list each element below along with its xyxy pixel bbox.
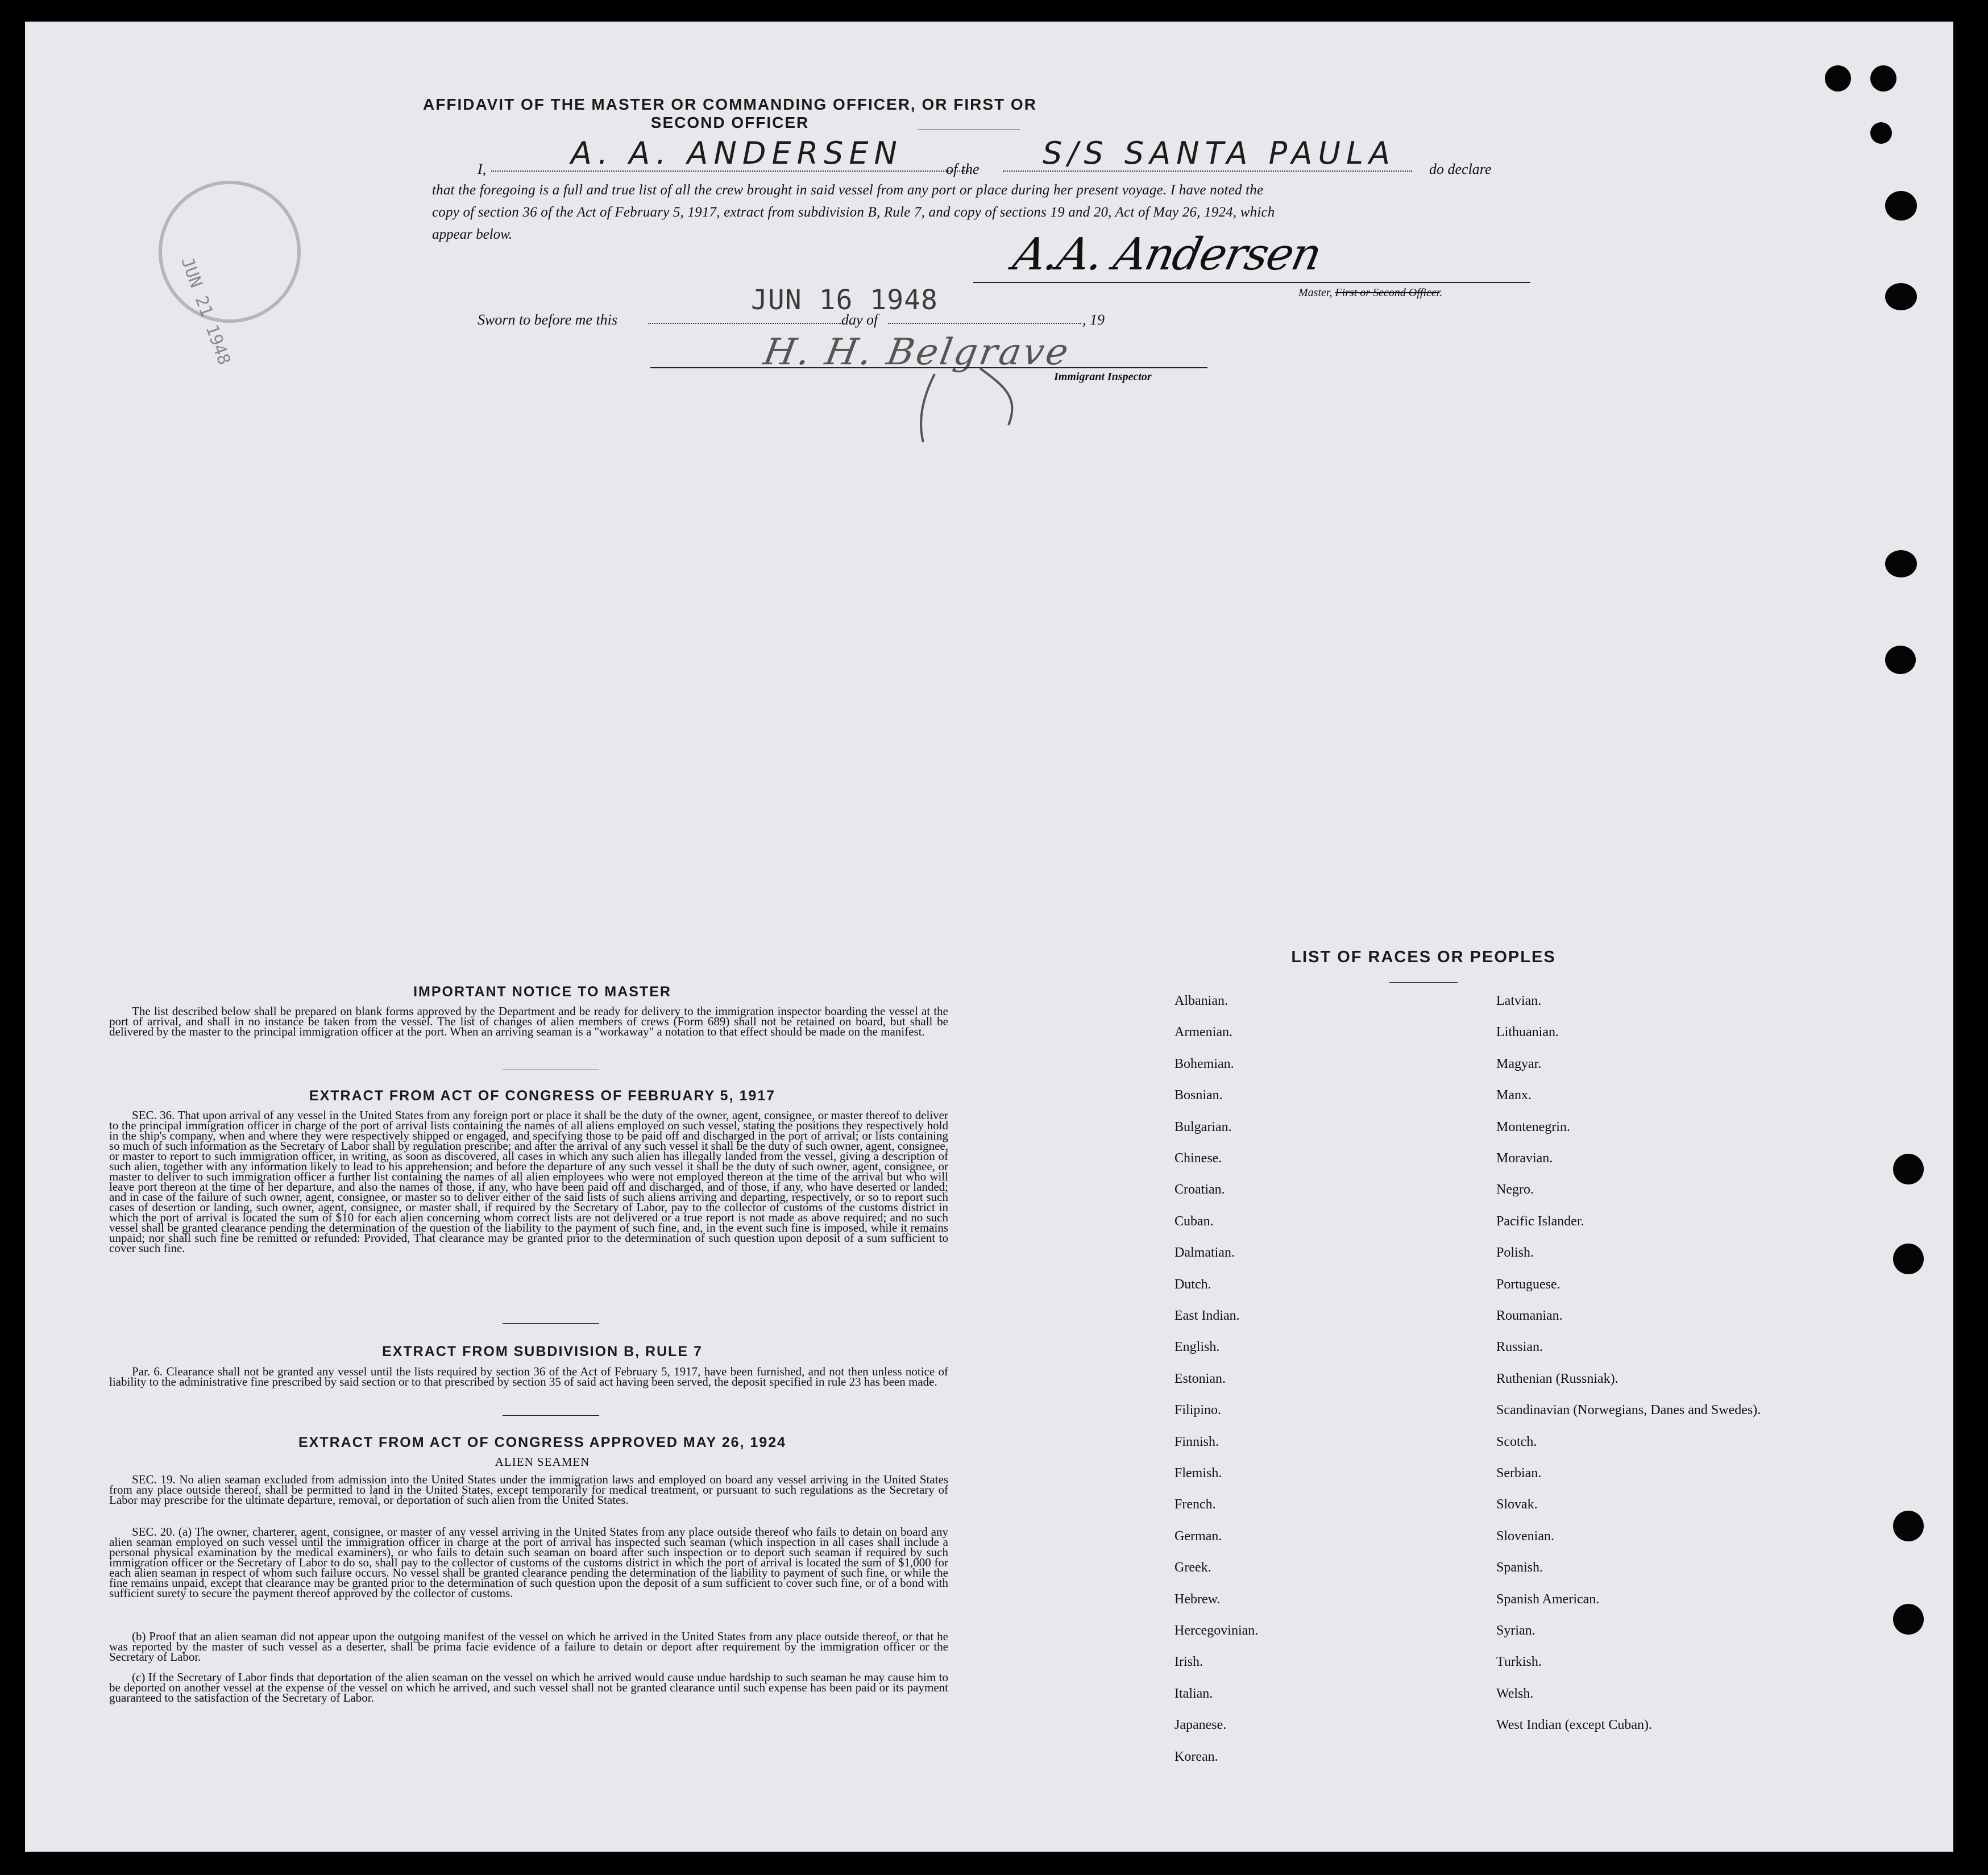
extract-1917-title: EXTRACT FROM ACT OF CONGRESS OF FEBRUARY 5, 1917 — [309, 1088, 776, 1104]
punch-hole — [1885, 646, 1916, 674]
punch-hole — [1885, 550, 1917, 577]
race-item: Negro. — [1496, 1182, 1534, 1198]
punch-hole — [1885, 283, 1917, 310]
races-rule — [1389, 982, 1458, 983]
race-item: Finnish. — [1174, 1434, 1219, 1449]
race-item: Montenegrin. — [1496, 1119, 1570, 1134]
inspector-line — [650, 367, 1207, 368]
punch-hole — [1870, 122, 1892, 144]
race-item: Ruthenian (Russniak). — [1496, 1371, 1618, 1386]
notice-body: The list described below shall be prepared on blank forms approved by the Department and be ready for delivery to the immigration inspector boarding the vessel at the port of arrival, and shall in no instance be taken from the vessel. The list of changes of alien members of crews (Form 689) shall not be retained on board, but shall be delivered by the master to the principal immigration officer at the port. When an arriving seaman is a "workaway" a notation to that effect should be made on the manifest. — [109, 1004, 948, 1038]
race-item: Italian. — [1174, 1686, 1213, 1701]
punch-hole — [1885, 191, 1917, 221]
race-item: Albanian. — [1174, 993, 1228, 1008]
punch-hole — [1870, 65, 1896, 92]
race-item: German. — [1174, 1528, 1222, 1544]
extract-1917-rule — [503, 1323, 599, 1324]
race-item: Turkish. — [1496, 1654, 1542, 1670]
affidavit-title: AFFIDAVIT OF THE MASTER OR COMMANDING OFFICER, OR FIRST OR SECOND OFFICER — [423, 95, 1037, 131]
master-name-handwritten: A. A. ANDERSEN — [571, 135, 903, 171]
race-item: Bulgarian. — [1174, 1119, 1232, 1134]
race-item: Scotch. — [1496, 1434, 1537, 1449]
race-item: Irish. — [1174, 1654, 1203, 1670]
punch-hole — [1893, 1244, 1924, 1274]
affidavit-i: I, — [478, 161, 487, 177]
rule7-rule — [503, 1415, 599, 1416]
of-the-label: of the — [946, 161, 980, 177]
date-stamp: JUN 16 1948 — [751, 284, 938, 316]
race-item: East Indian. — [1174, 1308, 1240, 1323]
postmark-stamp — [159, 181, 301, 323]
notice-title: IMPORTANT NOTICE TO MASTER — [413, 984, 671, 1000]
race-item: Chinese. — [1174, 1151, 1222, 1166]
vessel-name-handwritten: S/S SANTA PAULA — [1043, 135, 1396, 171]
year-prefix: , 19 — [1082, 311, 1105, 328]
race-item: West Indian (except Cuban). — [1496, 1718, 1652, 1733]
race-item: Spanish American. — [1496, 1591, 1600, 1607]
race-item: Russian. — [1496, 1340, 1543, 1355]
document-page — [25, 22, 1953, 1852]
race-item: Bohemian. — [1174, 1056, 1234, 1071]
race-item: French. — [1174, 1497, 1216, 1512]
race-item: Moravian. — [1496, 1151, 1553, 1166]
affidavit-line-4: appear below. — [432, 227, 513, 242]
punch-hole — [1825, 65, 1851, 92]
master-caption-label: Master, — [1298, 286, 1333, 299]
races-title: LIST OF RACES OR PEOPLES — [1291, 948, 1556, 966]
race-item: Hebrew. — [1174, 1591, 1221, 1607]
race-item: Spanish. — [1496, 1560, 1543, 1575]
race-item: Roumanian. — [1496, 1308, 1563, 1323]
race-item: Slovenian. — [1496, 1528, 1554, 1544]
affidavit-line-2: that the foregoing is a full and true list of all the crew brought in said vessel from any port or place during her present voyage. I have noted the — [432, 182, 1264, 198]
signature-line — [973, 282, 1530, 283]
master-caption-end: . — [1439, 286, 1443, 299]
race-item: Latvian. — [1496, 993, 1542, 1008]
race-item: Polish. — [1496, 1245, 1534, 1261]
race-item: Hercegovinian. — [1174, 1623, 1259, 1638]
sworn-day-line — [648, 323, 841, 324]
race-item: Japanese. — [1174, 1718, 1227, 1733]
race-item: Cuban. — [1174, 1213, 1214, 1229]
sworn-label: Sworn to before me this — [478, 311, 618, 328]
race-item: Dutch. — [1174, 1277, 1211, 1292]
extract-1924-subtitle: ALIEN SEAMEN — [495, 1455, 590, 1469]
rule7-title: EXTRACT FROM SUBDIVISION B, RULE 7 — [382, 1344, 703, 1360]
extract-1924-sec20a: SEC. 20. (a) The owner, charterer, agent, consignee, or master of any vessel arriving in the United States from any place outside thereof who fails to detain on board any alien seaman employed on such vessel until the immigration officer in charge at the port of arrival has inspected such seaman (which inspection in all cases shall include a personal physical examination by the medical examiners), or who fails to detain such seaman on board after such inspection or to deport such seaman if required by such immigration officer or the Secretary of Labor to do so, shall pay to the collector of customs of the customs district in which the port of arrival is located the sum of $1,000 for each alien seaman in respect of whom such failure occurs. No vessel shall be granted clearance pending the determination of the liability to payment of such fine, or while the fine remains unpaid, except that clearance may be granted prior to the determination of such question upon the deposit of a sum sufficient to cover such fine, or of a bond with sufficient surety to secure the payment thereof approved by the collector of customs. — [109, 1525, 948, 1600]
punch-hole — [1893, 1154, 1924, 1184]
extract-1924-title: EXTRACT FROM ACT OF CONGRESS APPROVED MAY 26, 1924 — [298, 1435, 787, 1450]
month-line — [888, 323, 1081, 324]
race-item: Welsh. — [1496, 1686, 1534, 1701]
race-item: Flemish. — [1174, 1466, 1222, 1481]
race-item: Croatian. — [1174, 1182, 1225, 1198]
inspector-signature: H. H. Belgrave — [760, 331, 1074, 373]
extract-1924-sec20c: (c) If the Secretary of Labor finds that deportation of the alien seaman on the vessel on which he arrived would cause undue hardship to such seaman he may cause him to be deported on another vessel at the expense of the vessel on which he arrived, and such vessel shall not be granted clearance until such expense has been paid or its payment guaranteed to the satisfaction of the Secretary of Labor. — [109, 1670, 948, 1704]
race-item: Slovak. — [1496, 1497, 1538, 1512]
race-item: Scandinavian (Norwegians, Danes and Swedes). — [1496, 1403, 1761, 1418]
race-item: Syrian. — [1496, 1623, 1535, 1638]
race-item: Estonian. — [1174, 1371, 1226, 1386]
rule7-body: Par. 6. Clearance shall not be granted any vessel until the lists required by section 36 of the Act of February 5, 1917, have been furnished, and not then unless notice of liability to the administrative fine prescribed by said section or to that prescribed by section 35 of said act having been served, the deposit specified in rule 23 has been made. — [109, 1365, 948, 1388]
extract-1924-sec20b: (b) Proof that an alien seaman did not appear upon the outgoing manifest of the vessel on which he arrived in the United States from any place outside thereof, or that he was reported by the master of such vessel as a deserter, shall be prima facie evidence of a failure to detain or deport after requirement by the immigration officer or the Secretary of Labor. — [109, 1629, 948, 1664]
master-signature: A.A. Andersen — [1008, 229, 1325, 280]
race-item: Lithuanian. — [1496, 1025, 1559, 1040]
do-declare-label: do declare — [1429, 161, 1492, 177]
master-caption — [1298, 286, 1442, 300]
race-item: English. — [1174, 1340, 1220, 1355]
race-item: Dalmatian. — [1174, 1245, 1235, 1261]
race-item: Pacific Islander. — [1496, 1213, 1584, 1229]
extract-1924-sec19: SEC. 19. No alien seaman excluded from admission into the United States under the immigration laws and employed on board any vessel arriving in the United States from any place outside thereof, shall be permitted to land in the United States, except temporarily for medical treatment, or pursuant to such regulations as the Secretary of Labor may prescribe for the ultimate departure, removal, or deportation of such alien from the United States. — [109, 1473, 948, 1507]
race-item: Magyar. — [1496, 1056, 1542, 1071]
punch-hole — [1893, 1511, 1924, 1541]
race-item: Filipino. — [1174, 1403, 1222, 1418]
postmark-date: JUN 21 1948 — [177, 255, 234, 368]
race-item: Armenian. — [1174, 1025, 1232, 1040]
master-caption-struck: First or Second Officer — [1335, 286, 1440, 299]
inspector-signature-flourish — [912, 363, 1026, 448]
race-item: Manx. — [1496, 1088, 1532, 1103]
race-item: Portuguese. — [1496, 1277, 1560, 1292]
day-of-label: day of — [841, 311, 878, 328]
race-item: Korean. — [1174, 1749, 1218, 1764]
extract-1917-body: SEC. 36. That upon arrival of any vessel in the United States from any foreign port or place it shall be the duty of the owner, agent, consignee, or master thereof to deliver to the principal immigration officer in charge of the port of arrival lists containing the names of all aliens employed on such vessel, stating the positions they respectively hold in the ship's company, when and where they were respectively shipped or engaged, and specifying those to be paid off and discharged in the port of arrival; or lists containing so much of such information as the Secretary of Labor shall by regulation prescribe; and after the arrival of any such vessel it shall be the duty of such owner, agent, consignee, or master to report to such immigration officer, in writing, as soon as discovered, all cases in which any such alien has illegally landed from the vessel, giving a description of such alien, together with any information likely to lead to his apprehension; and before the departure of any such vessel it shall be the duty of such owner, agent, consignee, or master to deliver to such immigration officer a further list containing the names of all alien employees who were not employed thereon at the time of the arrival but who will leave port thereon at the time of her departure, and also the names of those, if any, who have been paid off and discharged, and of those, if any, who have deserted or landed; and in case of the failure of such owner, agent, consignee, or master so to deliver either of the said lists of such aliens arriving and departing, respectively, or so to report such cases of desertion or landing, such owner, agent, consignee, or master shall, if required by the Secretary of Labor, pay to the collector of customs of the customs district in which the port of arrival is located the sum of $10 for each alien concerning whom correct lists are not delivered or a true report is not made as above required; and no such vessel shall be granted clearance pending the determination of the question of the liability to the payment of such fine, and, in the event such fine is imposed, while it remains unpaid; nor shall such fine be remitted or refunded: Provided, That clearance may be granted prior to the determination of such question upon deposit of a sum sufficient to cover such fine. — [109, 1108, 948, 1255]
inspector-caption: Immigrant Inspector — [1054, 371, 1152, 383]
race-item: Bosnian. — [1174, 1088, 1223, 1103]
race-item: Greek. — [1174, 1560, 1211, 1575]
affidavit-line-3: copy of section 36 of the Act of February 5, 1917, extract from subdivision B, Rule 7, and copy of sections 19 and 20, Act of May 26, 1924, which — [432, 205, 1275, 220]
race-item: Serbian. — [1496, 1466, 1542, 1481]
punch-hole — [1893, 1604, 1924, 1635]
